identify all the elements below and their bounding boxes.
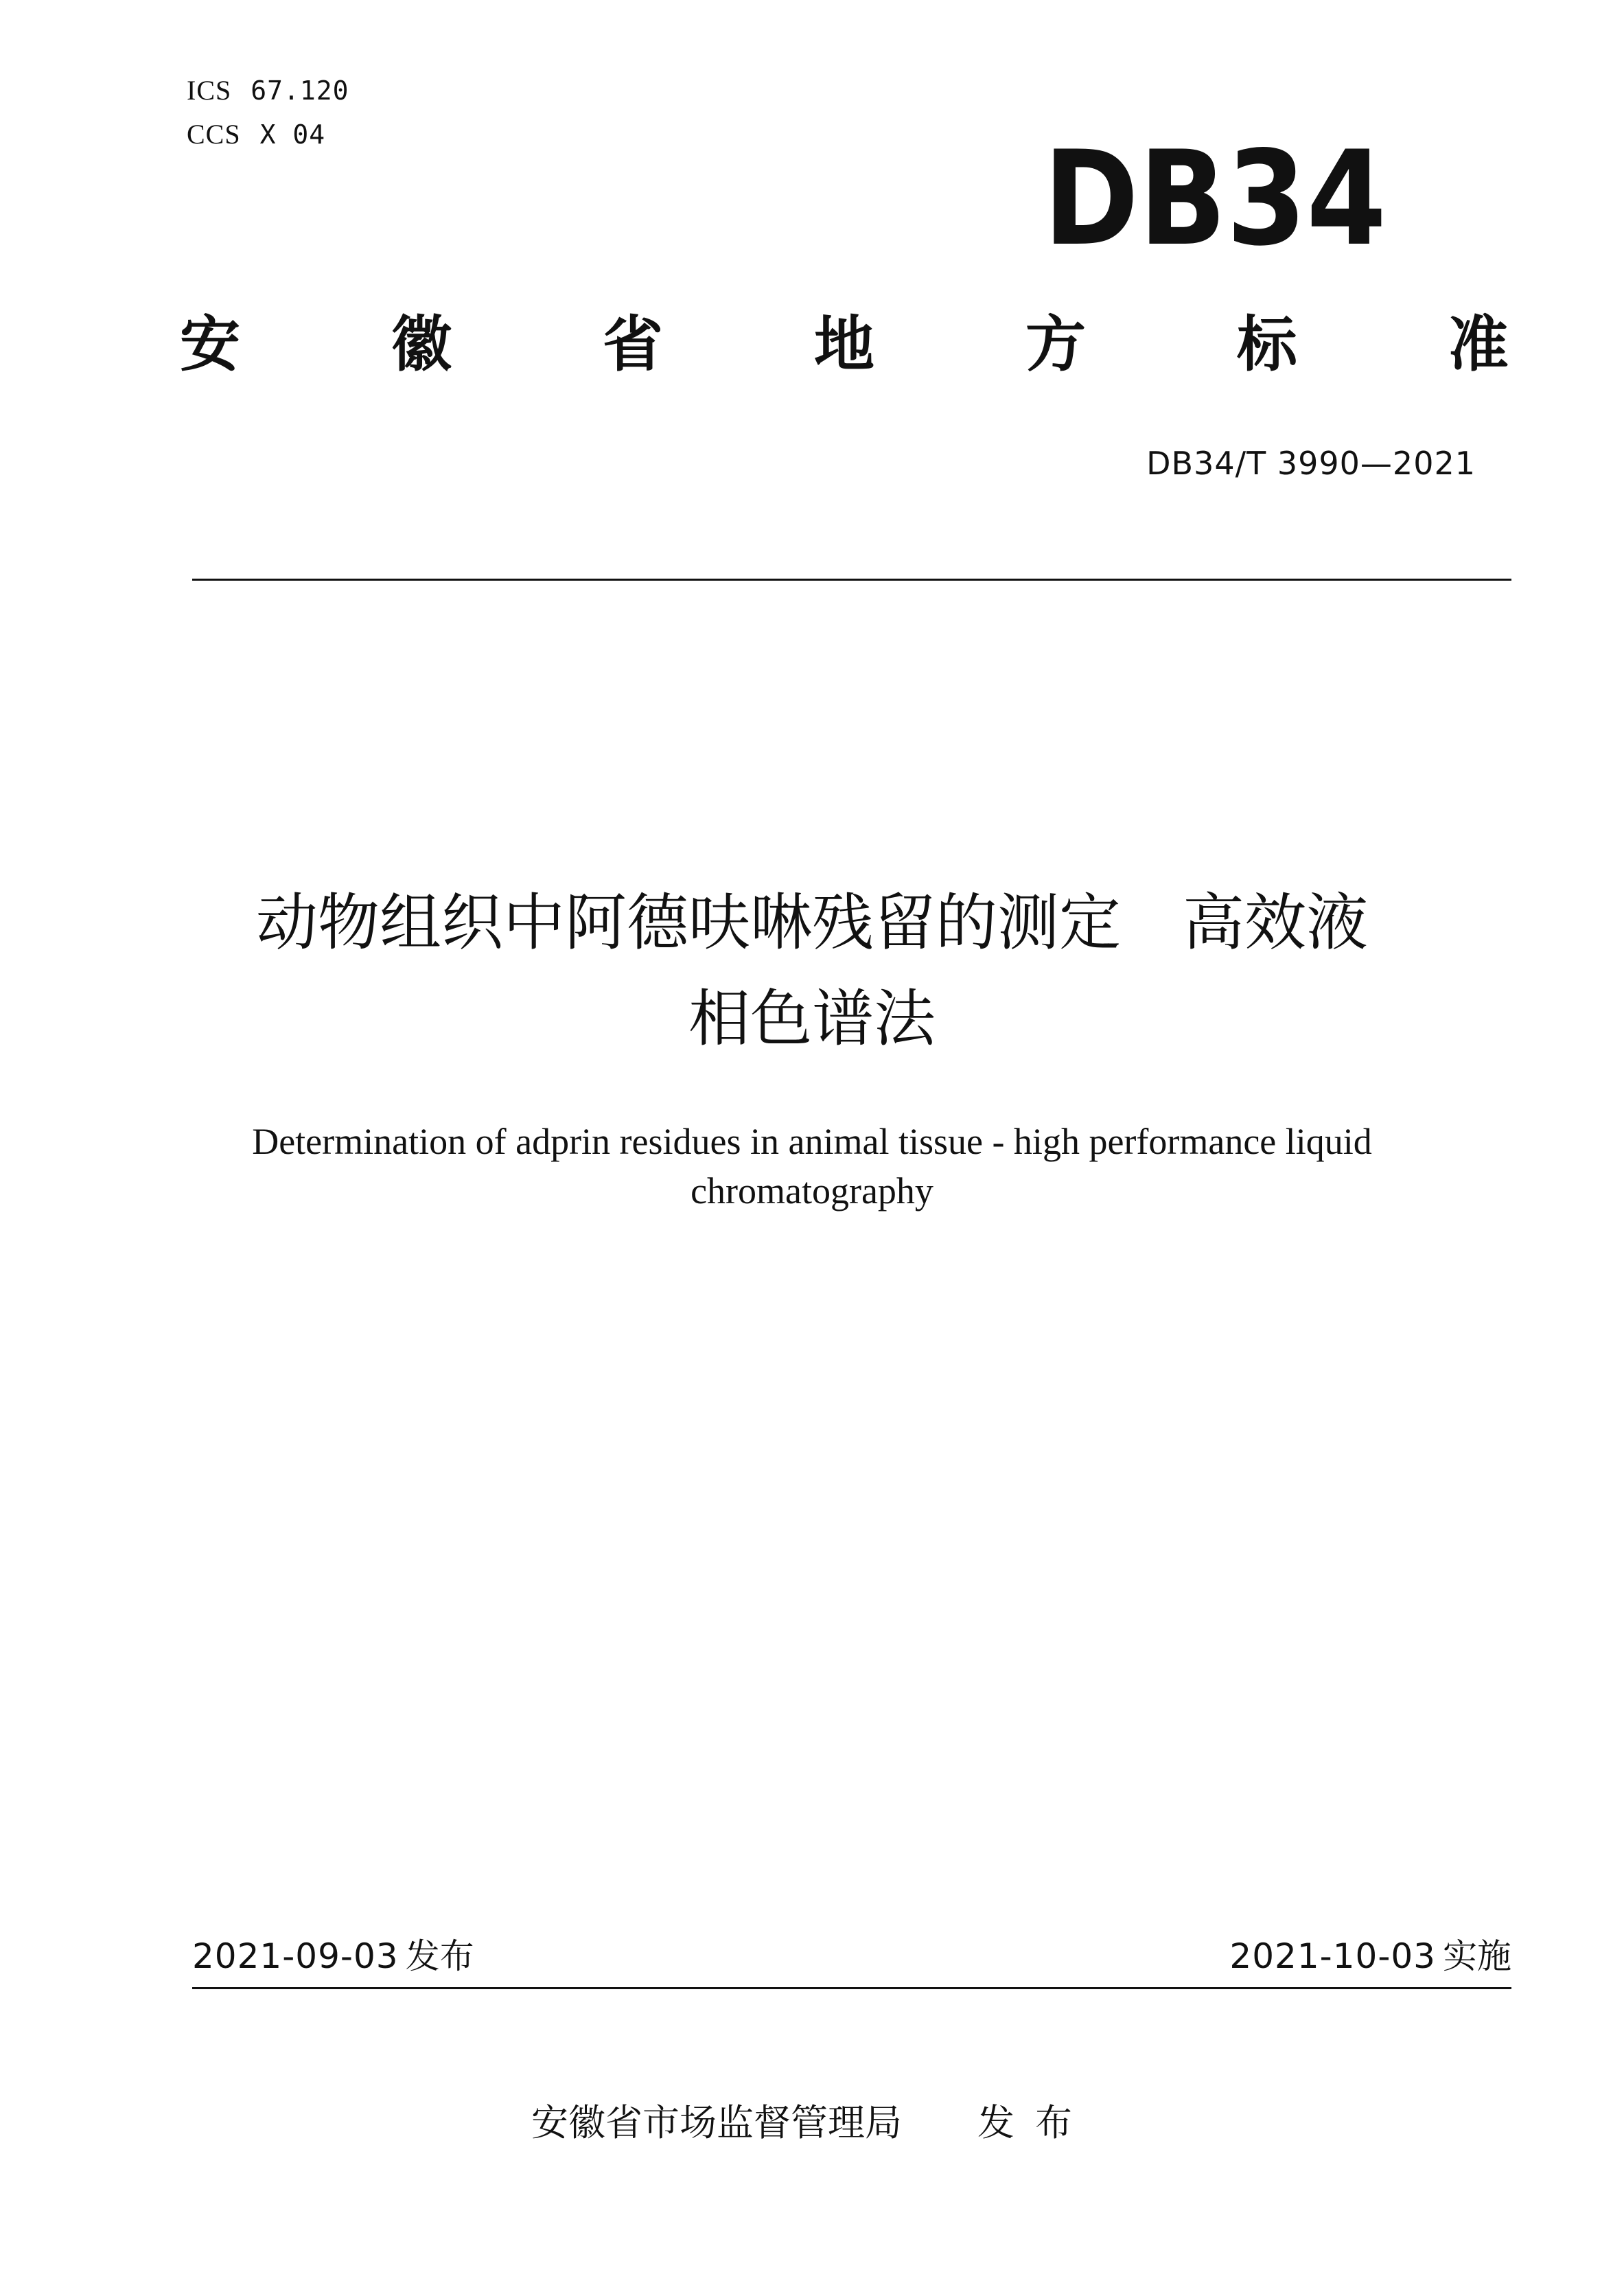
- standard-type-char: 准: [1448, 309, 1509, 380]
- standard-type-char: 方: [1025, 309, 1086, 380]
- title-cn-line2: 相色谱法: [688, 983, 936, 1055]
- issuer-line: [137, 2099, 1487, 2147]
- bottom-divider: [192, 1987, 1511, 1989]
- standard-type-heading: [180, 310, 1509, 379]
- svg-text:DB34: DB34: [1043, 123, 1387, 275]
- standard-type-char: 地: [813, 309, 874, 380]
- implement-label: 实施: [1443, 1936, 1511, 1976]
- issuer-action: 发布: [977, 2101, 1093, 2144]
- ccs-code: [187, 118, 325, 150]
- implement-date: 2021-10-03: [1229, 1936, 1436, 1976]
- ics-label: ICS: [187, 75, 232, 106]
- ics-value: 67.120: [251, 76, 349, 106]
- title-en-line2: chromatography: [691, 1170, 933, 1211]
- implement-date-line: [1167, 1934, 1511, 1978]
- issue-date-line: [192, 1934, 474, 1978]
- issue-label: 发布: [405, 1936, 474, 1976]
- standard-type-char: 省: [602, 309, 663, 380]
- standard-type-char: 标: [1236, 309, 1297, 380]
- issuing-organization: 安徽省市场监督管理局: [531, 2101, 902, 2144]
- standard-number: DB34/T 3990—2021: [1146, 445, 1476, 482]
- standard-type-char: 安: [180, 309, 241, 380]
- ccs-label: CCS: [187, 119, 241, 150]
- ics-code: [187, 74, 349, 106]
- standard-type-char: 徽: [391, 309, 452, 380]
- title-en-line1: Determination of adprin residues in animal tissue - high performance liquid: [252, 1121, 1372, 1162]
- issue-date: 2021-09-03: [192, 1936, 399, 1976]
- db34-logo: [1043, 123, 1387, 275]
- top-divider: [192, 579, 1511, 581]
- ccs-value: X 04: [259, 119, 326, 150]
- title-cn-line1: 动物组织中阿德呋啉残留的测定 高效液: [256, 887, 1368, 959]
